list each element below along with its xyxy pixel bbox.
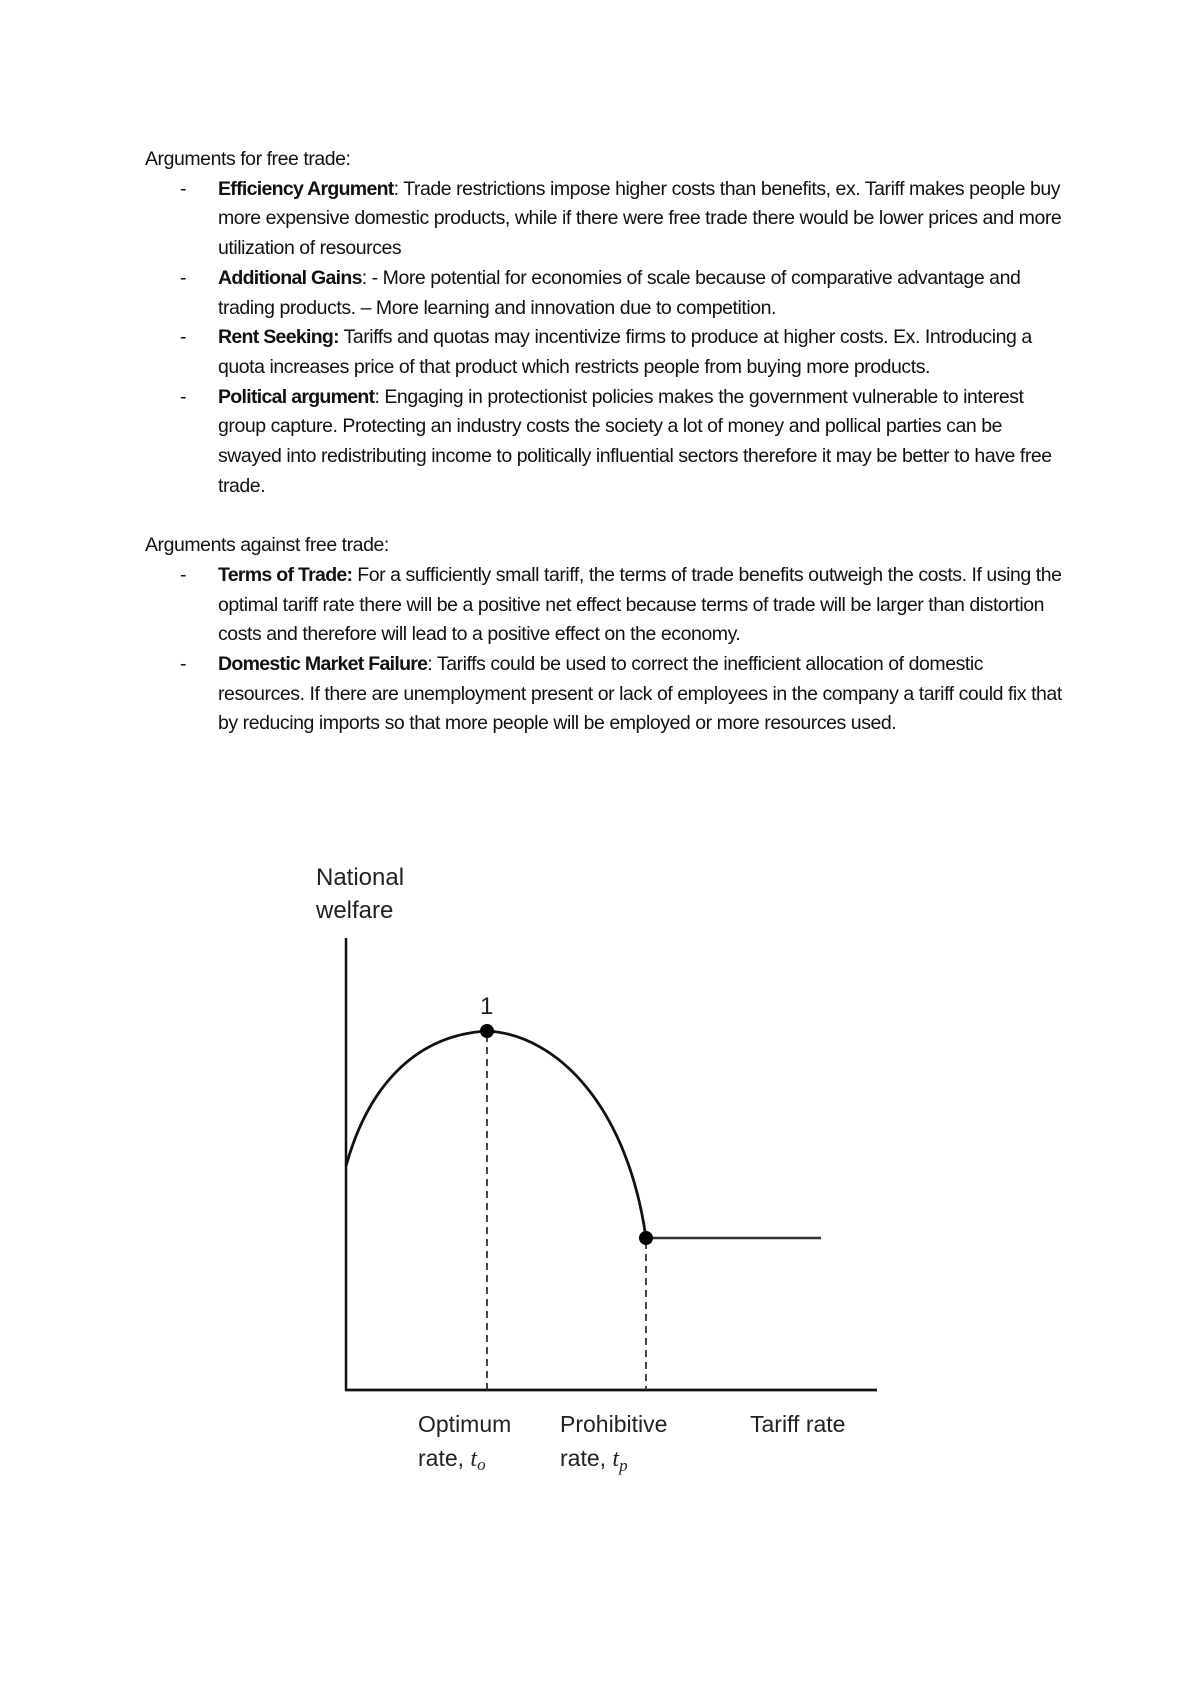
prohibitive-label-line1: Prohibitive bbox=[560, 1411, 668, 1437]
bullet-dash: - bbox=[180, 266, 187, 289]
argument-text: : Engaging in protectionist policies makes the government vulnerable to interest group capture. Protecting an industry costs the society a lot of money and pollical parties can be swayed into redistributing income to politically influential sectors therefore it may be better to have free trade. bbox=[218, 385, 1052, 497]
prohibitive-label-line2: rate, $t_p$ bbox=[560, 1445, 628, 1475]
argument-term: Domestic Market Failure bbox=[218, 652, 428, 675]
argument-text: : Trade restrictions impose higher costs than benefits, ex. Tariff makes people buy more expensive domestic products, while if there were free trade there would be lower prices and more utilization of resources bbox=[218, 177, 1062, 260]
bullet-dash: - bbox=[180, 563, 187, 586]
point-label: 1 bbox=[480, 993, 494, 1020]
bullet-dash: - bbox=[180, 652, 187, 675]
optimum-label-line2: rate, to bbox=[418, 1445, 486, 1474]
argument-term: Efficiency Argument bbox=[218, 177, 394, 200]
prohibitive-point-marker bbox=[639, 1231, 653, 1245]
welfare-curve bbox=[346, 1031, 646, 1238]
optimum-label-line1: Optimum bbox=[418, 1411, 512, 1437]
y-axis-label-line2: welfare bbox=[316, 897, 394, 924]
bullet-dash: - bbox=[180, 385, 187, 408]
section-heading-for: Arguments for free trade: bbox=[145, 148, 351, 170]
optimum-point-marker bbox=[480, 1024, 494, 1038]
argument-text: For a sufficiently small tariff, the terms of trade benefits outweigh the costs. If using the optimal tariff rate there will be a positive net effect because terms of trade will be larger than distortion costs and therefore will lead to a positive effect on the economy. bbox=[218, 563, 1062, 646]
bullet-dash: - bbox=[180, 177, 187, 200]
argument-term: Terms of Trade: bbox=[218, 563, 353, 586]
argument-term: Rent Seeking: bbox=[218, 326, 339, 349]
argument-text: : Tariffs could be used to correct the inefficient allocation of domestic resources. If there are unemployment present or lack of employees in the company a tariff could fix that by reducing imports so that more people will be employed or more resources used. bbox=[218, 652, 1062, 735]
argument-text: Tariffs and quotas may incentivize firms to produce at higher costs. Ex. Introducing a quota increases price of that product which restricts people from buying more products. bbox=[218, 326, 1032, 378]
bullet-dash: - bbox=[180, 326, 187, 349]
argument-term: Additional Gains bbox=[218, 266, 362, 289]
x-axis-label: Tariff rate bbox=[750, 1411, 846, 1437]
y-axis-label-line1: National bbox=[316, 864, 405, 891]
argument-term: Political argument bbox=[218, 385, 375, 408]
argument-text: : - More potential for economies of scale because of comparative advantage and trading products. – More learning and innovation due to competition. bbox=[218, 266, 1021, 319]
section-heading-against: Arguments against free trade: bbox=[145, 534, 389, 557]
